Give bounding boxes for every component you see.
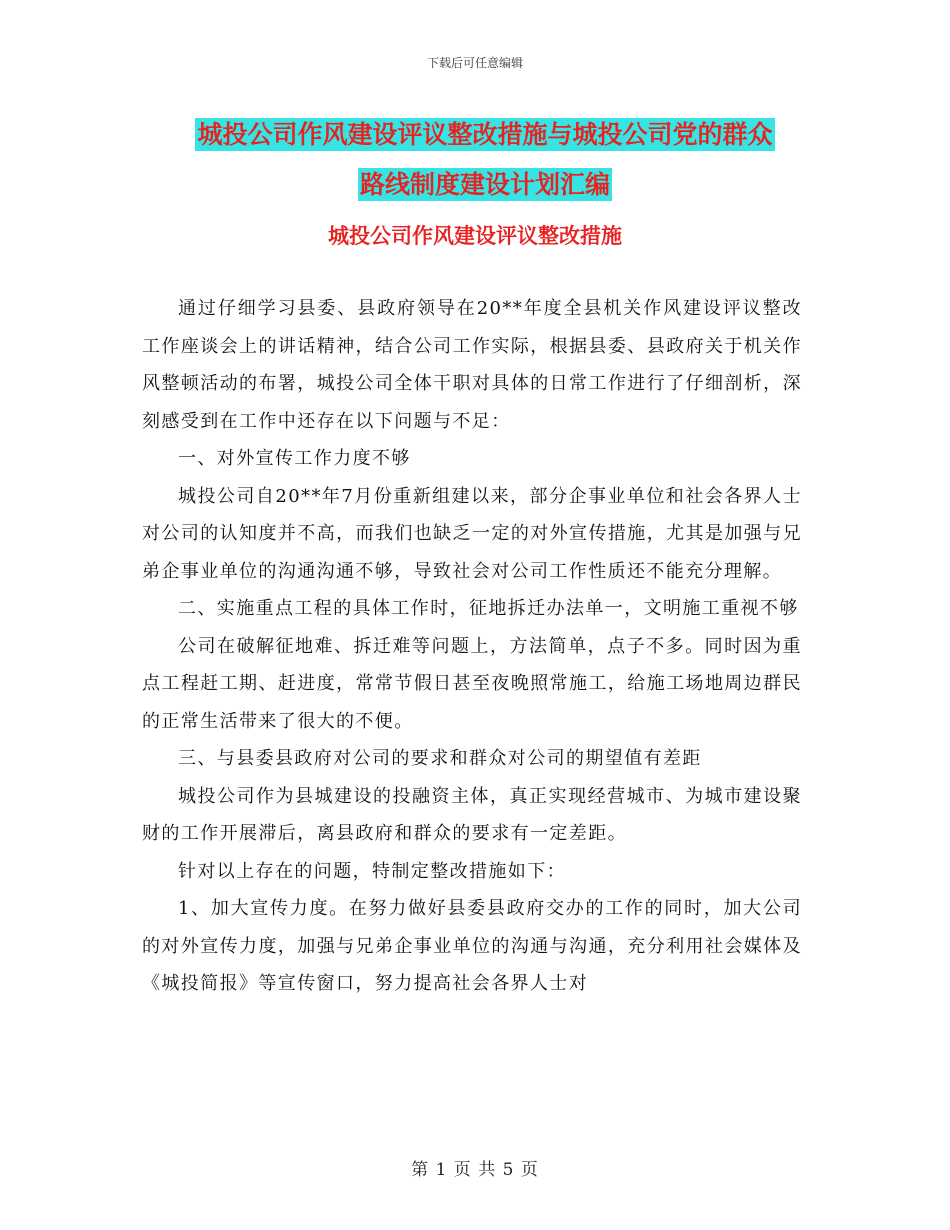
title-highlight: 城投公司作风建设评议整改措施与城投公司党的群众 <box>197 120 773 149</box>
title-highlight: 路线制度建设计划汇编 <box>359 170 610 199</box>
body-paragraph: 城投公司自20**年7月份重新组建以来，部分企事业单位和社会各界人士对公司的认知度并不高，而我们也缺乏一定的对外宣传措施，尤其是加强与兄弟企事业单位的沟通沟通不够，导致社会对公司工作性质还不能充分理解。 <box>142 485 802 582</box>
body-paragraph: 针对以上存在的问题，特制定整改措施如下： <box>178 860 566 882</box>
document-body <box>142 290 802 1003</box>
document-title <box>140 110 830 210</box>
body-heading-3: 三、与县委县政府对公司的要求和群众对公司的期望值有差距 <box>178 748 702 769</box>
section-title: 城投公司作风建设评议整改措施 <box>328 224 622 248</box>
page-number: 第 1 页 共 5 页 <box>411 1160 539 1180</box>
body-paragraph: 公司在破解征地难、拆迁难等问题上，方法简单，点子不多。同时因为重点工程赶工期、赶进度，常常节假日甚至夜晚照常施工，给施工场地周边群民的正常生活带来了很大的不便。 <box>142 635 802 732</box>
body-paragraph: 1、加大宣传力度。在努力做好县委县政府交办的工作的同时，加大公司的对外宣传力度，加强与兄弟企事业单位的沟通与沟通，充分利用社会媒体及《城投简报》等宣传窗口，努力提高社会各界人士对 <box>142 898 802 994</box>
body-paragraph: 城投公司作为县城建设的投融资主体，真正实现经营城市、为城市建设聚财的工作开展滞后，离县政府和群众的要求有一定差距。 <box>142 785 802 844</box>
body-heading-1: 一、对外宣传工作力度不够 <box>178 448 411 469</box>
body-heading-2: 二、实施重点工程的具体工作时，征地拆迁办法单一，文明施工重视不够 <box>178 598 799 619</box>
page-header-note: 下载后可任意编辑 <box>426 56 523 70</box>
document-title-line-2 <box>140 160 830 210</box>
document-title-line-1 <box>140 110 830 160</box>
body-paragraph: 通过仔细学习县委、县政府领导在20**年度全县机关作风建设评议整改工作座谈会上的讲话精神，结合公司工作实际，根据县委、县政府关于机关作风整顿活动的布署，城投公司全体干职对具体的日常工作进行了仔细剖析，深刻感受到在工作中还存在以下问题与不足： <box>142 298 802 432</box>
